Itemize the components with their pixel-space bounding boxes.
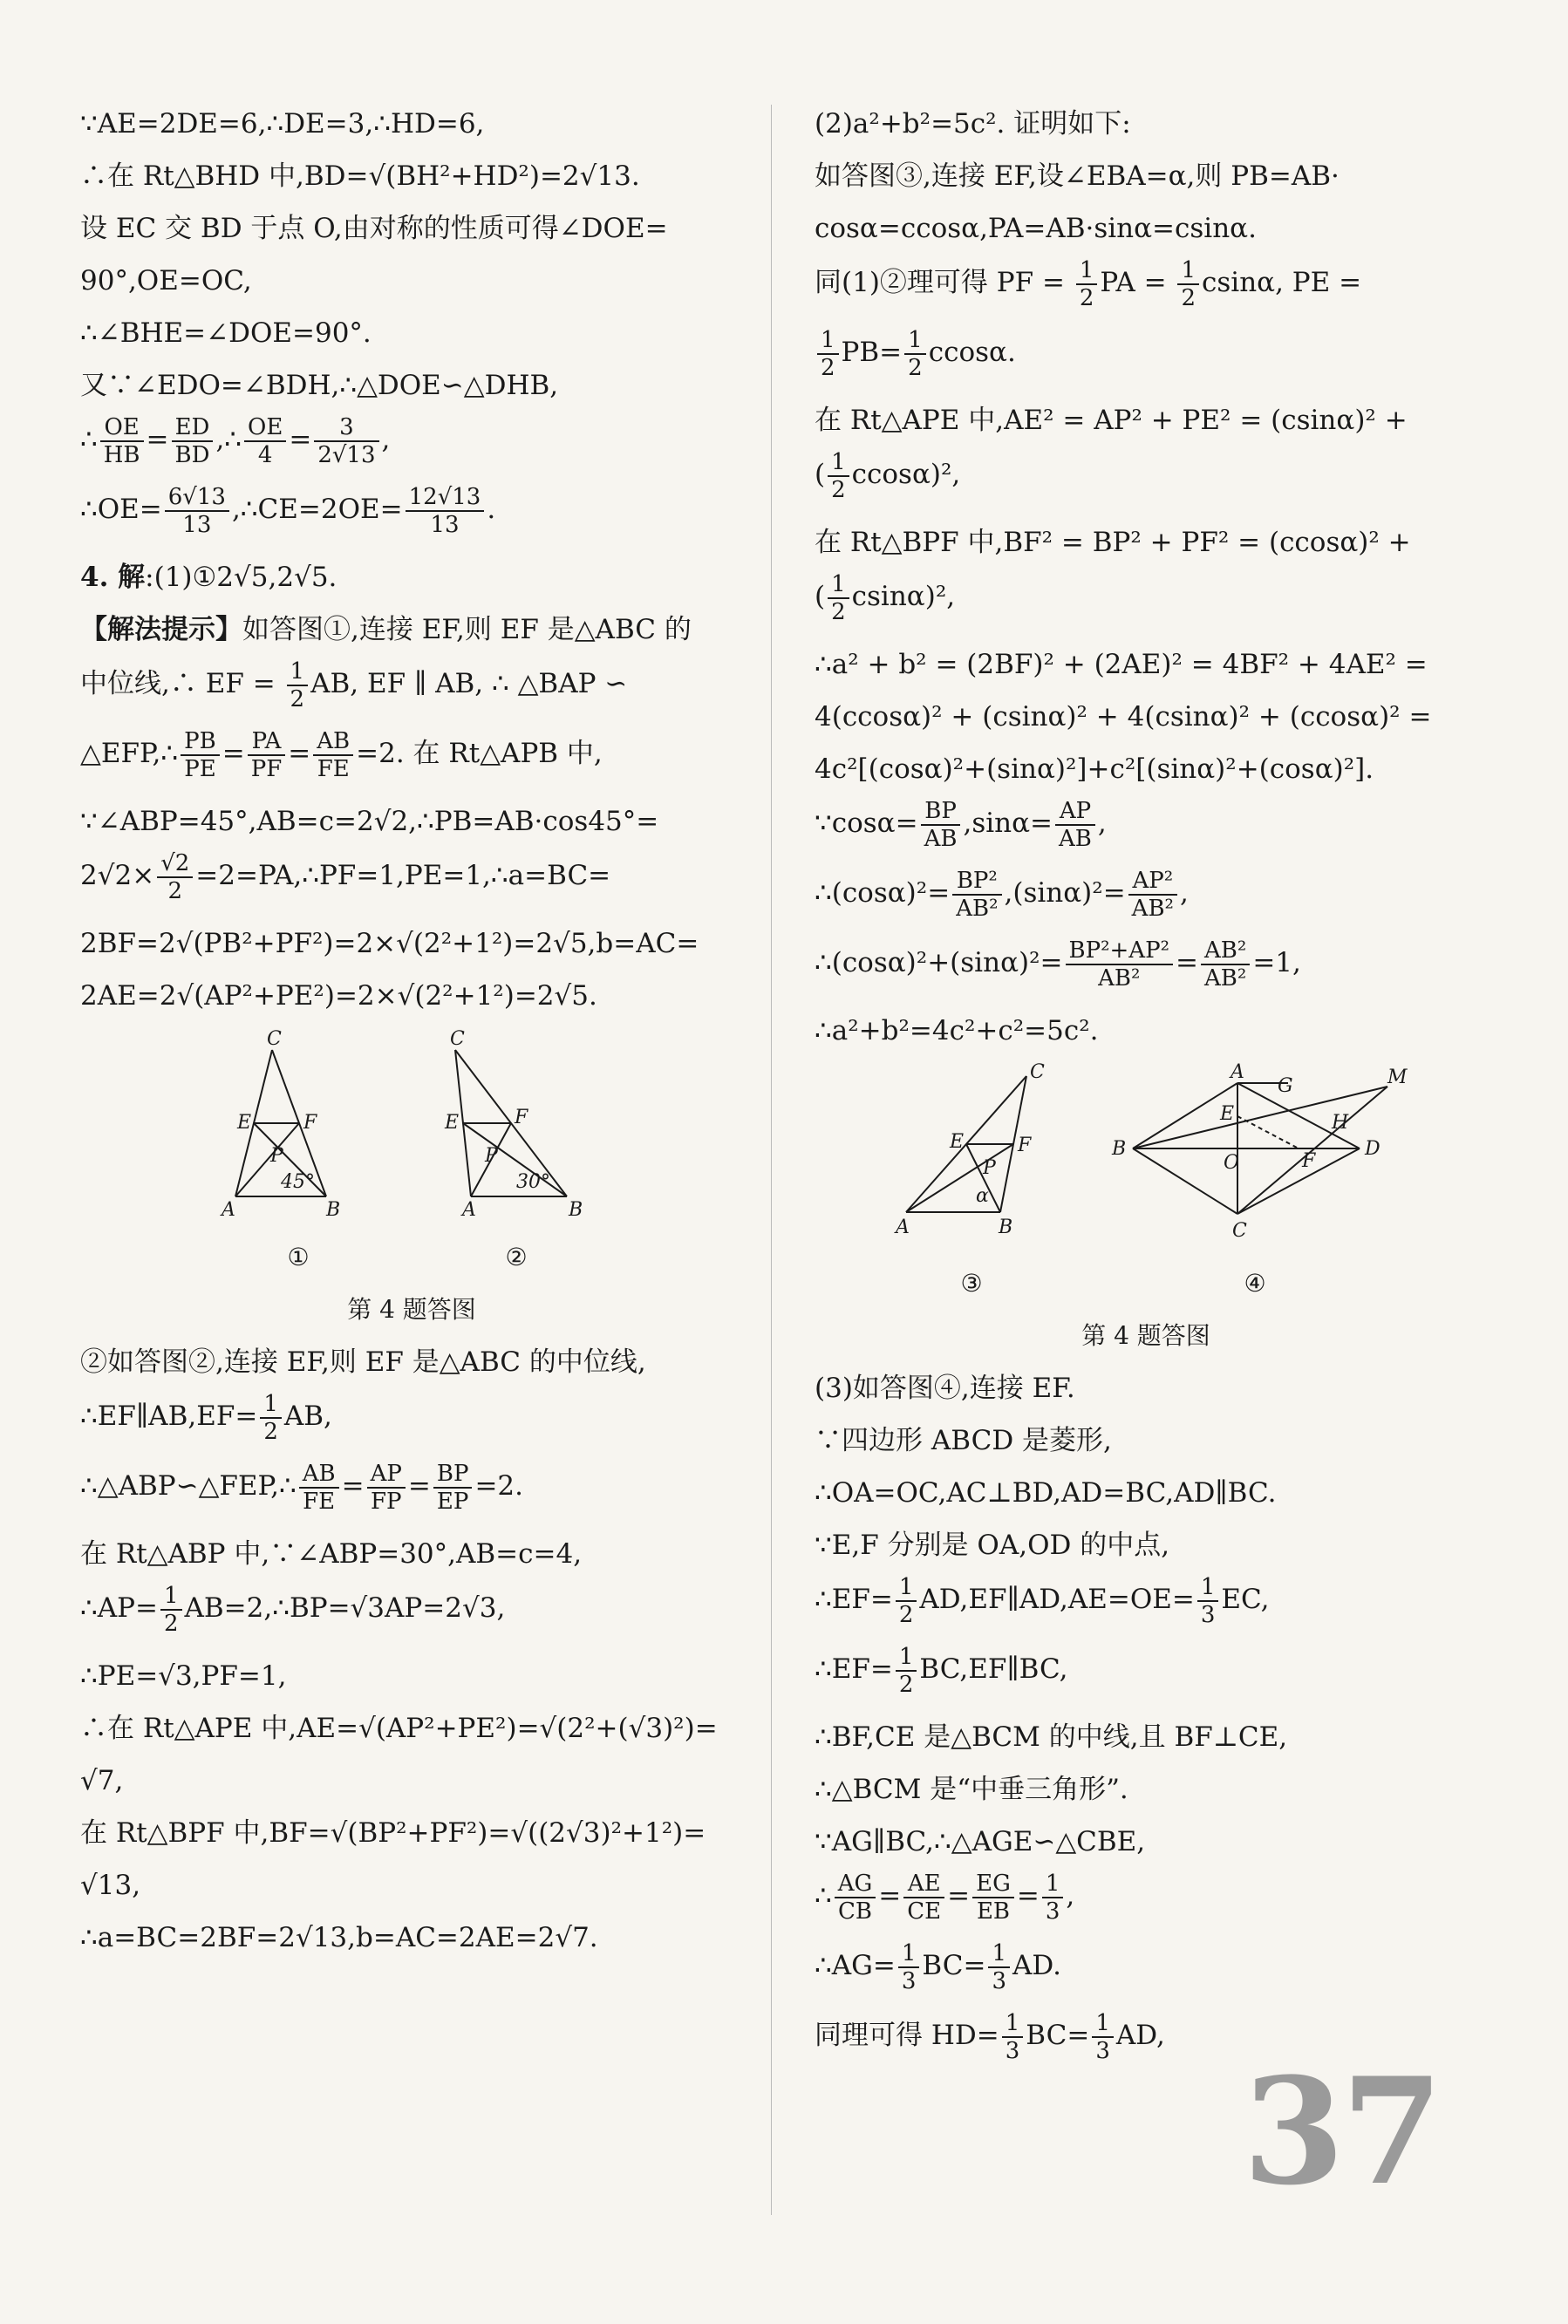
text-line: 4c²[(cosα)²+(sinα)²]+c²[(sinα)²+(cosα)²].	[815, 753, 1374, 785]
text-line: 在 Rt△ABP 中,∵∠ABP=30°,AB=c=4,	[80, 1538, 583, 1570]
text-line: 90°,OE=OC,	[80, 265, 252, 296]
triangle-figure-3	[889, 1061, 1054, 1257]
math-line: 中位线,∴ EF = $\frac{1}{2}$ AB, EF ∥ AB, ∴ △BAP ∽	[80, 658, 628, 712]
text-line: 2AE=2√(AP²+PE²)=2×√(2²+1²)=2√5.	[80, 980, 597, 1012]
label-H: H	[1332, 1112, 1349, 1134]
figure-number: ③	[960, 1269, 983, 1298]
label-angle: 45°	[281, 1171, 315, 1193]
figure-2	[429, 1028, 603, 1285]
text-line: 设 EC 交 BD 于点 O,由对称的性质可得∠DOE=	[80, 213, 668, 244]
label-P: P	[270, 1145, 283, 1167]
text-line: ∴a²+b²=4c²+c²=5c².	[815, 1015, 1099, 1046]
text-line: 在 Rt△APE 中,AE² = AP² + PE² = (csinα)² +	[815, 405, 1408, 436]
text-line: 如答图③,连接 EF,设∠EBA=α,则 PB=AB·	[815, 160, 1340, 192]
text-line: ∴a=BC=2BF=2√13,b=AC=2AE=2√7.	[80, 1922, 598, 1953]
figure-number: ①	[287, 1243, 310, 1271]
text-line: ∴在 Rt△BHD 中,BD=√(BH²+HD²)=2√13.	[80, 160, 640, 192]
text-line: √7,	[80, 1765, 124, 1796]
math-line: ∴OE= $\frac{6√13}{13}$ ,∴CE=2OE= $\frac{12√13}{13}$ .	[80, 483, 496, 538]
label-B: B	[326, 1199, 341, 1221]
math-line: ∴EF= $\frac{1}{2}$ BC,EF∥BC,	[815, 1643, 1068, 1698]
math-line: 同理可得 HD= $\frac{1}{3}$ BC= $\frac{1}{3}$ AD,	[815, 2009, 1165, 2064]
text-line: (3)如答图④,连接 EF.	[815, 1373, 1075, 1404]
rhombus-figure-4	[1107, 1061, 1408, 1257]
text-line: ∴PE=√3,PF=1,	[80, 1660, 287, 1692]
label-A: A	[896, 1217, 910, 1238]
label-D: D	[1365, 1138, 1381, 1160]
column-divider	[771, 105, 772, 2215]
label-F: F	[1302, 1150, 1316, 1172]
label-A: A	[1231, 1061, 1244, 1083]
text-line: 4. 解:(1)①2√5,2√5.	[80, 562, 337, 593]
text-line: 在 Rt△BPF 中,BF² = BP² + PF² = (ccosα)² +	[815, 527, 1411, 558]
right-column	[815, 105, 1477, 2070]
figure-3	[889, 1061, 1054, 1312]
text-line: ∴在 Rt△APE 中,AE=√(AP²+PE²)=√(2²+(√3)²)=	[80, 1713, 718, 1744]
text-line: ∵AG∥BC,∴△AGE∽△CBE,	[815, 1826, 1146, 1857]
math-line: ∴(cosα)²+(sinα)²= $\frac{\text{BP²+AP²}}{\text{AB²}}$ = $\frac{\text{AB²}}{\text{AB²}}$ =1,	[815, 937, 1301, 992]
label-C: C	[1232, 1220, 1247, 1242]
label-B: B	[999, 1217, 1013, 1238]
text-line: √13,	[80, 1870, 141, 1901]
math-line: ∴EF∥AB,EF= $\frac{1}{2}$ AB,	[80, 1390, 332, 1445]
math-line: ∴ $\frac{AG}{CB}$ = $\frac{AE}{CE}$ = $\frac{EG}{EB}$ = $\frac{1}{3}$ ,	[815, 1870, 1075, 1925]
figure-1	[220, 1028, 377, 1285]
text-line: ∴OA=OC,AC⊥BD,AD=BC,AD∥BC.	[815, 1477, 1277, 1509]
label-C: C	[267, 1028, 282, 1050]
math-line: ∴ $\frac{OE}{HB}$ = $\frac{ED}{BD}$ ,∴ $\frac{OE}{4}$ = $\frac{3}{2√13}$ ,	[80, 413, 391, 468]
text-line: 在 Rt△BPF 中,BF=√(BP²+PF²)=√((2√3)²+1²)=	[80, 1817, 706, 1849]
math-line: ∵cosα= $\frac{BP}{AB}$ ,sinα= $\frac{AP}{AB}$ ,	[815, 797, 1107, 852]
text-line: ∵AE=2DE=6,∴DE=3,∴HD=6,	[80, 108, 485, 140]
label-E: E	[1220, 1103, 1235, 1125]
math-line: ∴△ABP∽△FEP,∴ $\frac{AB}{FE}$ = $\frac{AP}{FP}$ = $\frac{BP}{EP}$ =2.	[80, 1460, 524, 1515]
figure-row	[80, 1028, 743, 1285]
text-line: 【解法提示】如答图①,连接 EF,则 EF 是△ABC 的	[80, 614, 692, 645]
label-C: C	[450, 1028, 465, 1050]
text-line: ∵四边形 ABCD 是菱形,	[815, 1425, 1112, 1456]
text-line: 4(ccosα)² + (csinα)² + 4(csinα)² + (ccosα)² =	[815, 701, 1432, 733]
label-C: C	[1030, 1061, 1045, 1083]
figure-row	[815, 1061, 1477, 1312]
text-line: ∵E,F 分别是 OA,OD 的中点,	[815, 1530, 1170, 1561]
text-line: 又∵∠EDO=∠BDH,∴△DOE∽△DHB,	[80, 370, 559, 401]
left-column	[80, 105, 743, 1957]
math-line: ( $\frac{1}{2}$ csinα)²,	[815, 570, 956, 625]
math-line: ∴AP= $\frac{1}{2}$ AB=2,∴BP=√3AP=2√3,	[80, 1582, 506, 1637]
label-P: P	[485, 1145, 498, 1167]
label-angle: 30°	[516, 1171, 550, 1193]
label-F: F	[515, 1107, 528, 1128]
label-B: B	[1112, 1138, 1127, 1160]
math-line: ( $\frac{1}{2}$ ccosα)²,	[815, 448, 961, 503]
text-line: ②如答图②,连接 EF,则 EF 是△ABC 的中位线,	[80, 1346, 646, 1378]
math-line: 2√2× $\frac{√2}{2}$ =2=PA,∴PF=1,PE=1,∴a=BC=	[80, 849, 611, 904]
label-F: F	[1018, 1135, 1032, 1156]
text-line: ∵∠ABP=45°,AB=c=2√2,∴PB=AB·cos45°=	[80, 806, 659, 837]
text-line: ∴∠BHE=∠DOE=90°.	[80, 317, 372, 349]
text-line: (2)a²+b²=5c². 证明如下:	[815, 108, 1131, 140]
figure-caption: 第 4 题答图	[347, 1295, 476, 1324]
label-M: M	[1387, 1067, 1408, 1088]
text-line: ∴BF,CE 是△BCM 的中线,且 BF⊥CE,	[815, 1721, 1288, 1753]
label-B: B	[569, 1199, 583, 1221]
text-line: ∴a² + b² = (2BF)² + (2AE)² = 4BF² + 4AE² =	[815, 649, 1428, 680]
figure-caption: 第 4 题答图	[1081, 1321, 1210, 1350]
label-A: A	[222, 1199, 235, 1221]
page-number: 37	[1243, 2045, 1440, 2218]
math-line: ∴(cosα)²= $\frac{\text{BP²}}{\text{AB²}}$ ,(sinα)²= $\frac{\text{AP²}}{\text{AB²}}$ ,	[815, 867, 1189, 922]
math-line: $\frac{1}{2}$ PB= $\frac{1}{2}$ ccosα.	[815, 317, 1477, 387]
label-G: G	[1278, 1075, 1293, 1097]
triangle-figure-2	[429, 1028, 603, 1231]
label-O: O	[1224, 1152, 1240, 1174]
math-line: ∴EF= $\frac{1}{2}$ AD,EF∥AD,AE=OE= $\frac{1}{3}$ EC,	[815, 1573, 1270, 1628]
triangle-figure-1	[220, 1028, 377, 1231]
math-line: △EFP,∴ $\frac{PB}{PE}$ = $\frac{PA}{PF}$ = $\frac{AB}{FE}$ =2. 在 Rt△APB 中,	[80, 727, 603, 782]
label-E: E	[237, 1112, 252, 1134]
math-line: 同(1)②理可得 PF = $\frac{1}{2}$ PA = $\frac{1}{2}$ csinα, PE =	[815, 256, 1362, 311]
math-line: ∴AG= $\frac{1}{3}$ BC= $\frac{1}{3}$ AD.	[815, 1939, 1062, 1994]
figure-number: ④	[1244, 1269, 1266, 1298]
label-E: E	[950, 1131, 965, 1153]
figure-4	[1107, 1061, 1408, 1312]
label-P: P	[983, 1157, 996, 1179]
text-line: cosα=ccosα,PA=AB·sinα=csinα.	[815, 213, 1257, 244]
label-F: F	[303, 1112, 317, 1134]
text-line: ∴△BCM 是“中垂三角形”.	[815, 1774, 1128, 1805]
label-A: A	[462, 1199, 476, 1221]
figure-number: ②	[505, 1243, 528, 1271]
text-line: 2BF=2√(PB²+PF²)=2×√(2²+1²)=2√5,b=AC=	[80, 928, 699, 959]
label-E: E	[445, 1112, 460, 1134]
label-alpha: α	[976, 1185, 989, 1207]
